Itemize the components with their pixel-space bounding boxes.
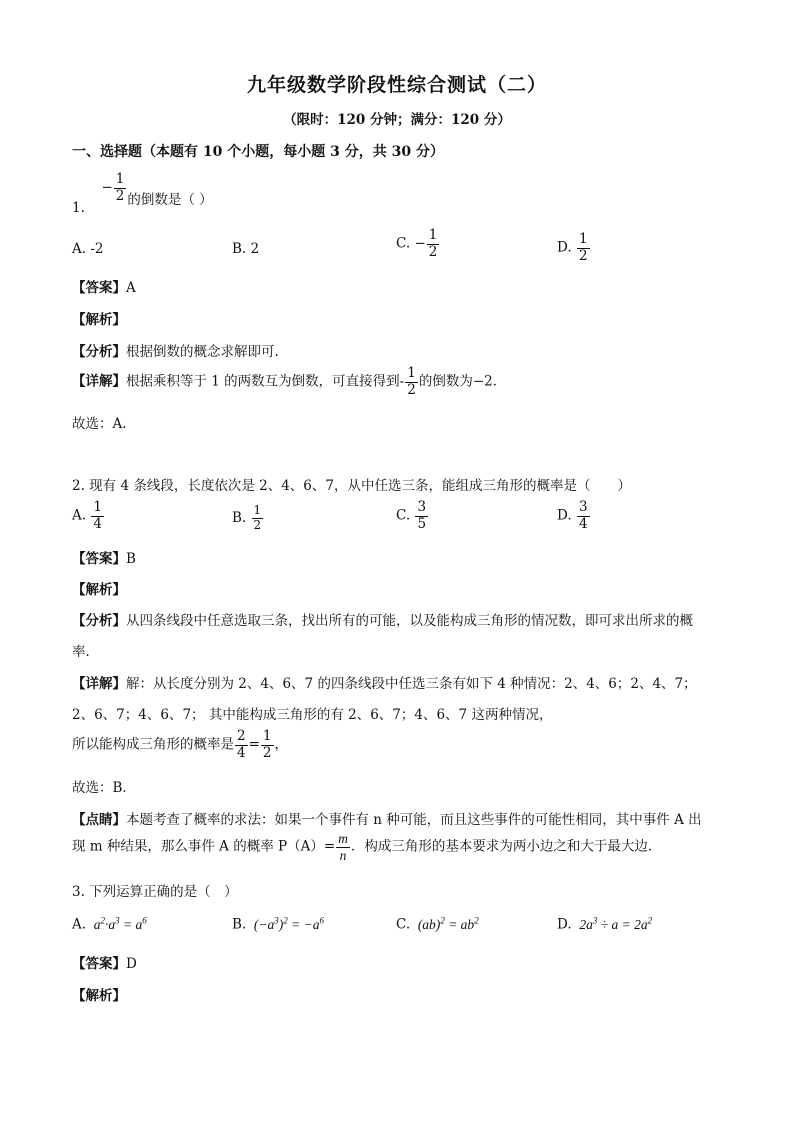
q2-fenxi-line1: 【分析】从四条线段中任意选取三条，找出所有的可能，以及能构成三角形的情况数，即可求出所求的概 <box>72 613 693 629</box>
q2-jiexi: 【解析】 <box>72 582 126 598</box>
q3-option-a-expr: $a^2\cdot a^3 = a^6$ <box>90 915 147 932</box>
q1-option-b: B. 2 <box>232 241 260 257</box>
q1-option-c: C. − $\frac{1}{2}$ <box>396 227 438 260</box>
q1-answer: 【答案】A <box>72 280 136 296</box>
q3-option-a: A. $a^2\cdot a^3 = a^6$ <box>72 915 147 933</box>
q3-option-b-expr: $(-a^3)^2 = -a^6$ <box>250 915 324 932</box>
q2-fenxi-line2: 率． <box>72 644 99 660</box>
q1-xiangjie: 【详解】根据乘积等于 1 的两数互为倒数，可直接得到- $\frac{1}{2}$ 的倒数为−2． <box>72 365 507 398</box>
q2-option-b-fraction: $\frac{1}{2}$ <box>253 503 262 532</box>
q2-dianjing-line2: 现 m 种结果，那么事件 A 的概率 P（A）= $\frac{m}{n}$ ．构成三角形的基本要求为两小边之和大于最大边． <box>72 831 662 863</box>
q3-option-c: C. $(ab)^2 = ab^2$ <box>396 915 479 933</box>
q1-minus: − <box>101 179 113 196</box>
q2-option-d: D. $\frac{3}{4}$ <box>557 499 588 532</box>
q1-jiexi: 【解析】 <box>72 312 126 328</box>
q2-option-c-fraction: $\frac{3}{5}$ <box>417 499 427 532</box>
q3-stem: 3. 下列运算正确的是（ ） <box>72 884 238 900</box>
page-subtitle: （限时：120 分钟；满分：120 分） <box>283 112 511 128</box>
q3-option-d-expr: $2a^3 \div a = 2a^2$ <box>575 915 653 932</box>
q1-stem <box>72 171 213 216</box>
q1-stem-text: 的倒数是（ ） <box>127 191 213 208</box>
q2-dianjing-line1: 【点睛】本题考查了概率的求法：如果一个事件有 n 种可能，而且这些事件的可能性相同，其中事件 A 出 <box>72 812 702 828</box>
q3-answer: 【答案】D <box>72 956 137 972</box>
q1-option-c-fraction: $\frac{1}{2}$ <box>428 227 438 260</box>
q3-jiexi: 【解析】 <box>72 988 126 1004</box>
q3-option-b: B. $(-a^3)^2 = -a^6$ <box>232 915 324 933</box>
q3-option-c-expr: $(ab)^2 = ab^2$ <box>414 915 479 932</box>
q2-option-d-fraction: $\frac{3}{4}$ <box>578 499 588 532</box>
q1-guxuan: 故选：A. <box>72 416 127 432</box>
q2-option-a: A. $\frac{1}{4}$ <box>72 499 102 532</box>
q2-fraction-2-4: $\frac{2}{4}$ <box>237 728 246 761</box>
q2-xiangjie-line2: 2、6、7；4、6、7； 其中能构成三角形的有 2、6、7；4、6、7 这两种情况， <box>72 707 553 723</box>
q2-xiangjie-line1: 【详解】解：从长度分别为 2、4、6、7 的四条线段中任选三条有如下 4 种情况：2、4、6；2、4、7； <box>72 676 697 692</box>
q2-fraction-1-2: $\frac{1}{2}$ <box>262 728 272 761</box>
section-heading: 一、选择题（本题有 10 个小题，每小题 3 分，共 30 分） <box>72 144 444 160</box>
q1-fenxi: 【分析】根据倒数的概念求解即可. <box>72 344 279 360</box>
q2-fraction-m-n: $\frac{m}{n}$ <box>338 831 348 863</box>
q3-option-d: D. $2a^3 \div a = 2a^2$ <box>557 915 653 933</box>
q2-option-b: B. $\frac{1}{2}$ <box>232 503 262 532</box>
q2-stem: 2. 现有 4 条线段，长度依次是 2、4、6、7，从中任选三条，能组成三角形的概率是（ ） <box>72 478 631 494</box>
q1-option-d-fraction: $\frac{1}{2}$ <box>578 231 588 264</box>
q1-xiangjie-fraction: $\frac{1}{2}$ <box>407 365 416 398</box>
q1-option-d: D. $\frac{1}{2}$ <box>557 231 588 264</box>
q2-option-a-fraction: $\frac{1}{4}$ <box>93 499 102 532</box>
q2-guxuan: 故选：B． <box>72 780 136 796</box>
q1-option-a: A. -2 <box>72 241 104 257</box>
q1-number: 1. <box>72 199 85 216</box>
q2-xiangjie-line3: 所以能构成三角形的概率是 $\frac{2}{4}$ = $\frac{1}{2}$ ， <box>72 728 288 761</box>
q2-option-c: C. $\frac{3}{5}$ <box>396 499 427 532</box>
q1-fraction: $\frac{1}{2}$ <box>115 171 125 204</box>
q2-answer: 【答案】B <box>72 551 136 567</box>
page-title: 九年级数学阶段性综合测试（二） <box>246 74 547 96</box>
